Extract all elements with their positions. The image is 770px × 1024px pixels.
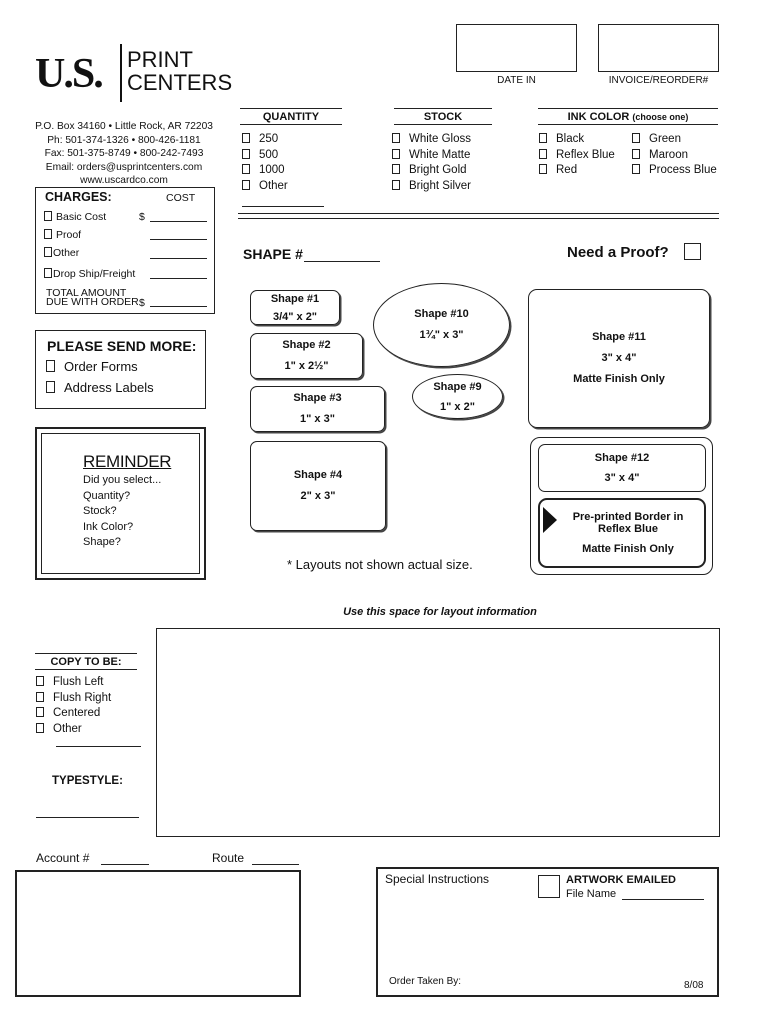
ink-option[interactable]: Black [539,133,615,149]
shape-2-name: Shape #2 [282,339,331,351]
reminder-line: Shape? [83,536,121,548]
ink-header [538,108,718,125]
reminder-line: Stock? [83,505,117,517]
contact-fax: Fax: 501-375-8749 • 800-242-7493 [44,148,204,159]
file-name-line[interactable] [622,899,704,900]
account-label: Account # [36,851,90,865]
shape-12-note-2: Reflex Blue [598,523,658,535]
send-more-address-labels[interactable]: Address Labels [46,380,154,395]
charge-other-line[interactable] [150,258,207,259]
shape-9-name: Shape #9 [433,380,482,393]
shape-2-size: 1" x 2½" [284,360,329,372]
stock-option[interactable]: Bright Gold [392,164,471,180]
arrow-right-icon [541,505,559,535]
divider-rule [238,213,719,214]
account-line[interactable] [101,864,149,865]
file-name-label: File Name [566,888,617,900]
quantity-option[interactable]: 1000 [242,164,288,180]
ink-title: INK COLOR [567,111,630,123]
ink-option[interactable]: Process Blue [632,164,717,180]
order-taken-label: Order Taken By: [389,976,462,987]
invoice-label: INVOICE/REORDER# [608,75,709,86]
copy-option[interactable]: Other [36,723,111,739]
shape-11-note: Matte Finish Only [573,373,665,385]
checkbox-icon[interactable] [392,180,400,190]
need-proof-label: Need a Proof? [567,244,669,261]
checkbox-icon[interactable] [36,723,44,733]
checkbox-icon[interactable] [36,676,44,686]
charges-cost-label: COST [166,192,196,204]
invoice-box[interactable] [598,24,719,72]
shape-11-size: 3" x 4" [601,352,637,364]
ink-option[interactable]: Green [632,133,717,149]
quantity-options [242,133,288,195]
checkbox-icon[interactable] [44,247,52,257]
reminder-line: Did you select... [83,474,162,486]
account-box[interactable] [15,870,301,997]
copy-header: COPY TO BE: [35,653,137,670]
checkbox-icon[interactable] [632,133,640,143]
route-label: Route [212,851,245,865]
shape-1[interactable] [250,290,340,325]
shape-9-size: 1" x 2" [440,400,475,413]
checkbox-icon[interactable] [242,133,250,143]
copy-option[interactable]: Flush Left [36,676,111,692]
copy-options [36,676,111,738]
checkbox-icon[interactable] [46,360,55,372]
ink-option[interactable]: Reflex Blue [539,149,615,165]
ink-col2 [632,133,717,180]
shape-4[interactable] [250,441,386,531]
checkbox-icon[interactable] [36,692,44,702]
shape-12-bottom-panel [538,498,706,568]
copy-other-line[interactable] [56,746,141,747]
logo-print: PRINT [127,47,193,72]
shape-10-name: Shape #10 [414,308,469,320]
route-line[interactable] [252,864,299,865]
checkbox-icon[interactable] [539,149,547,159]
shape-4-size: 2" x 3" [300,490,336,502]
charge-basic-line[interactable] [150,221,207,222]
special-instructions-title: Special Instructions [385,872,490,886]
contact-email: Email: orders@usprintcenters.com [45,161,203,173]
copy-option[interactable]: Centered [36,707,111,723]
charge-total-1: TOTAL AMOUNT [46,287,127,299]
shape-number-line[interactable] [304,261,380,262]
shape-12-top-panel [538,444,706,492]
stock-option[interactable]: White Gloss [392,133,471,149]
artwork-emailed-label: ARTWORK EMAILED [566,874,676,886]
charge-total-2: DUE WITH ORDER [46,296,139,308]
checkbox-icon[interactable] [242,164,250,174]
charge-drop-line[interactable] [150,278,207,279]
shape-12-note-1: Pre-printed Border in [572,511,684,523]
date-in-box[interactable] [456,24,577,72]
contact-address: P.O. Box 34160 • Little Rock, AR 72203 [35,121,213,132]
ink-option[interactable]: Maroon [632,149,717,165]
shape-3[interactable] [250,386,385,432]
charge-total-dollar: $ [139,297,145,309]
charge-proof-line[interactable] [150,239,207,240]
contact-phone: Ph: 501-374-1326 • 800-426-1181 [47,134,201,146]
logo-divider [120,44,122,102]
checkbox-icon[interactable] [44,229,52,239]
logo-us: U.S. [35,51,102,97]
shape-4-name: Shape #4 [293,469,343,481]
shape-11-name: Shape #11 [592,331,646,343]
checkbox-icon[interactable] [44,211,52,221]
contact-web: www.uscardco.com [80,175,168,186]
shape-1-size: 3/4" x 2" [272,310,318,323]
charge-basic-dollar: $ [139,211,145,223]
shape-12-name: Shape #12 [594,452,650,464]
shape-10-size: 1¾" x 3" [419,329,464,341]
send-more-order-forms[interactable]: Order Forms [46,359,138,374]
shape-12-size: 3" x 4" [604,472,640,484]
ink-col1 [539,133,615,180]
checkbox-icon[interactable] [392,133,400,143]
stock-options [392,133,471,195]
quantity-option[interactable]: Other [242,180,288,196]
ink-title-note: (choose one) [632,112,689,122]
shape-1-name: Shape #1 [270,292,320,305]
checkbox-icon[interactable] [539,133,547,143]
checkbox-icon[interactable] [392,164,400,174]
checkbox-icon[interactable] [242,180,250,190]
quantity-option[interactable]: 250 [242,133,288,149]
checkbox-icon[interactable] [539,164,547,174]
layouts-note: * Layouts not shown actual size. [287,557,473,572]
stock-option[interactable]: White Matte [392,149,471,165]
checkbox-icon[interactable] [46,381,55,393]
shape-11[interactable] [528,289,710,428]
contact-block [24,120,224,188]
ink-option[interactable]: Red [539,164,615,180]
shape-9[interactable] [412,374,503,419]
divider-rule [238,218,719,219]
shape-3-name: Shape #3 [293,392,342,404]
need-proof-checkbox[interactable] [684,243,701,260]
stock-header: STOCK [394,108,492,125]
charges-title: CHARGES: [45,190,112,204]
layout-space-label: Use this space for layout information [343,606,537,618]
quantity-other-line[interactable] [242,206,324,207]
shape-number-label: SHAPE # [243,246,303,262]
logo-centers: CENTERS [127,70,233,95]
shape-12-note-3: Matte Finish Only [582,543,674,555]
quantity-header: QUANTITY [240,108,342,125]
charge-drop[interactable]: Drop Ship/Freight [44,268,135,280]
quantity-option[interactable]: 500 [242,149,288,165]
checkbox-icon[interactable] [36,707,44,717]
reminder-title: REMINDER [83,452,172,471]
typestyle-label: TYPESTYLE: [52,775,123,787]
charge-total-line[interactable] [150,306,207,307]
charge-basic[interactable]: Basic Cost [44,211,106,223]
send-more-title: PLEASE SEND MORE: [47,338,197,354]
shape-10[interactable] [373,283,510,367]
checkbox-icon[interactable] [392,149,400,159]
checkbox-icon[interactable] [632,149,640,159]
checkbox-icon[interactable] [632,164,640,174]
reminder-line: Ink Color? [83,520,134,533]
charge-proof[interactable]: Proof [44,229,81,241]
form-version: 8/08 [684,980,704,991]
copy-option[interactable]: Flush Right [36,692,111,708]
date-in-label: DATE IN [497,75,536,86]
layout-area[interactable] [156,628,720,837]
reminder-lines [83,473,161,551]
reminder-line: Quantity? [83,489,131,502]
checkbox-icon[interactable] [44,268,52,278]
typestyle-line[interactable] [36,817,139,818]
shape-2[interactable] [250,333,363,379]
shape-3-size: 1" x 3" [300,413,335,425]
charge-other[interactable]: Other [44,247,79,259]
stock-option[interactable]: Bright Silver [392,180,471,196]
checkbox-icon[interactable] [242,149,250,159]
artwork-emailed-checkbox[interactable] [538,875,560,898]
